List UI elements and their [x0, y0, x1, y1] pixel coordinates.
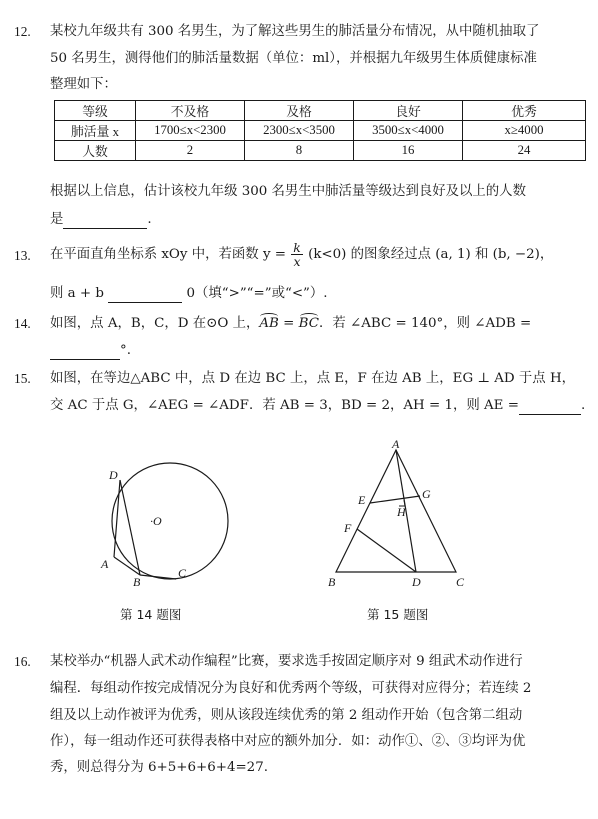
figure-15-triangle-diagram	[320, 440, 480, 590]
answer-blank[interactable]	[63, 210, 147, 229]
figure-14-caption: 第 14 题图	[120, 607, 182, 622]
q13-text-a: 在平面直角坐标系 xOy 中，若函数 y =	[50, 247, 286, 262]
segment-db	[120, 480, 140, 575]
triangle-abc	[336, 450, 456, 572]
q13-text-line-2	[50, 284, 328, 303]
q14-text-line-1	[50, 315, 531, 333]
q12-text-shi: 是	[50, 212, 64, 227]
q12-text-line-2: 50 名男生，测得他们的肺活量数据（单位：ml），并根据九年级男生体质健康标准	[50, 51, 537, 66]
figure-14-circle-diagram	[90, 458, 240, 588]
question-number-12: 12.	[14, 24, 31, 39]
table-cell: 24	[463, 141, 586, 161]
answer-blank[interactable]	[519, 396, 581, 415]
question-number-15: 15.	[14, 371, 31, 386]
answer-blank[interactable]	[50, 341, 120, 360]
table-cell: 良好	[354, 101, 463, 121]
q13-text-line-1	[50, 240, 553, 270]
table-cell: 等级	[55, 101, 136, 121]
table-cell: 及格	[245, 101, 354, 121]
label-b: B	[328, 575, 336, 589]
label-d: D	[412, 575, 421, 589]
table-cell: 8	[245, 141, 354, 161]
fraction-numerator: k	[293, 240, 301, 255]
table-cell: x≥4000	[463, 121, 586, 141]
table-row	[55, 121, 586, 141]
label-b: B	[133, 575, 141, 588]
question-number-16: 16.	[14, 654, 31, 669]
table-header-row	[55, 101, 586, 121]
q16-text-line-5: 秀，则总得分为 6+5+6+6+4=27.	[50, 760, 268, 775]
table-cell: 2300≤x<3500	[245, 121, 354, 141]
q16-text-line-3: 组及以上动作被评为优秀，则从该段连续优秀的第 2 组动作开始（包含第二组动	[50, 708, 523, 723]
label-a: A	[101, 557, 109, 571]
q16-text-line-1: 某校举办“机器人武术动作编程”比赛，要求选手按固定顺序对 9 组武术动作进行	[50, 654, 523, 669]
q12-text-line-3: 整理如下：	[50, 77, 117, 92]
label-a: A	[392, 440, 400, 451]
label-e: E	[358, 493, 366, 507]
label-h: H	[397, 505, 406, 519]
q13-text-c: 则 a + b	[50, 286, 104, 301]
answer-blank[interactable]	[108, 284, 182, 303]
table-cell: 3500≤x<4000	[354, 121, 463, 141]
question-number-13: 13.	[14, 248, 31, 263]
figure-15-caption: 第 15 题图	[367, 607, 429, 622]
label-d: D	[109, 468, 118, 482]
table-cell: 肺活量 x	[55, 121, 136, 141]
label-o: ·O	[150, 514, 162, 528]
table-cell: 16	[354, 141, 463, 161]
fraction-denominator: x	[293, 254, 301, 269]
q16-text-line-2: 编程．每组动作按完成情况分为良好和优秀两个等级，可获得对应得分；若连续 2	[50, 681, 532, 696]
table-cell: 不及格	[136, 101, 245, 121]
q14-equals: =	[278, 316, 299, 331]
label-f: F	[344, 521, 352, 535]
table-cell: 优秀	[463, 101, 586, 121]
lung-capacity-table	[54, 100, 586, 161]
q14-degree: °.	[120, 343, 131, 358]
q15-text-line-1: 如图，在等边△ABC 中，点 D 在边 BC 上，点 E，F 在边 AB 上，EG ⊥ AD 于点 H，	[50, 371, 576, 386]
table-row	[55, 141, 586, 161]
q13-text-b: (k<0) 的图象经过点 (a, 1) 和 (b, −2)，	[308, 247, 554, 262]
arc-ab: AB	[259, 316, 279, 331]
segment-bc	[140, 575, 176, 579]
table-cell: 1700≤x<2300	[136, 121, 245, 141]
q12-text-line-1: 某校九年级共有 300 名男生，为了解这些男生的肺活量分布情况，从中随机抽取了	[50, 24, 540, 39]
q14-text-line-2	[50, 341, 131, 360]
circle-o	[112, 463, 228, 579]
fraction-k-over-x	[291, 241, 303, 268]
q14-text-b: ．若 ∠ABC = 140°，则 ∠ADB =	[318, 316, 532, 331]
segment-eg	[370, 496, 420, 503]
q16-text-line-4: 作），每一组动作还可获得表格中对应的额外加分．如：动作①、②、③均评为优	[50, 734, 526, 749]
q15-text-line-2: 交 AC 于点 G，∠AEG = ∠ADF．若 AB = 3，BD = 2，AH = 1，则 AE = .	[50, 398, 586, 413]
q12-text-line-5: 是 .	[50, 212, 152, 227]
arc-bc: BC	[298, 316, 319, 331]
table-cell: 人数	[55, 141, 136, 161]
label-c: C	[178, 566, 187, 580]
q13-text-d: 0（填“>”“=”或“<”）.	[186, 286, 328, 301]
label-g: G	[422, 487, 431, 501]
segment-fd	[357, 529, 416, 572]
table-cell: 2	[136, 141, 245, 161]
q15-text-b: 交 AC 于点 G，∠AEG = ∠ADF．若 AB = 3，BD = 2，AH = 1，则 AE =	[50, 398, 519, 413]
q14-text-a: 如图，点 A，B，C，D 在⊙O 上，	[50, 316, 260, 331]
label-c: C	[456, 575, 465, 589]
question-number-14: 14.	[14, 316, 31, 331]
q12-text-line-4: 根据以上信息，估计该校九年级 300 名男生中肺活量等级达到良好及以上的人数	[50, 184, 526, 199]
